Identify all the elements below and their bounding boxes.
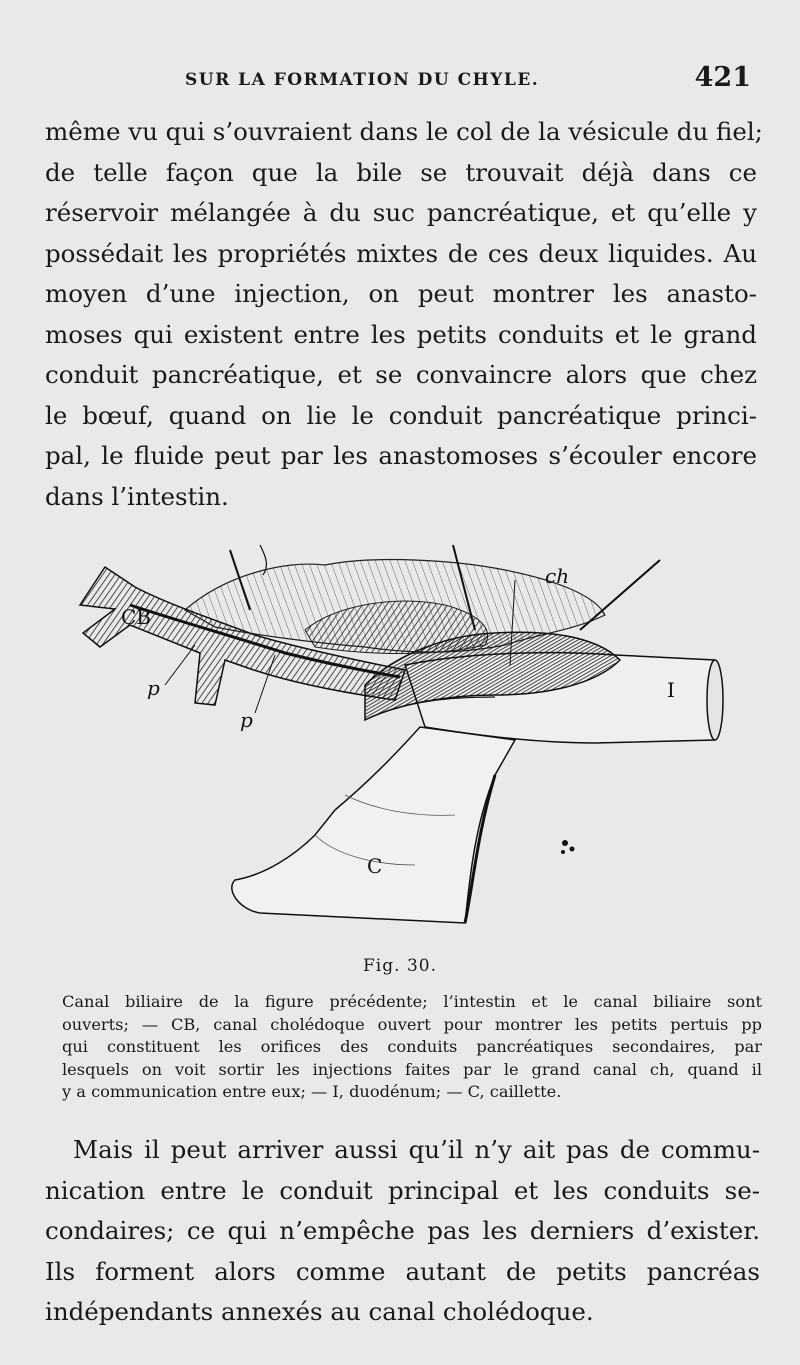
- text-line: le bœuf, quand on lie le conduit pancréatique princi-: [45, 400, 757, 430]
- text-line: Mais il peut arriver aussi qu’il n’y ait pas de commu-: [73, 1135, 760, 1164]
- caption-line: y a communication entre eux; — I, duodénum; — C, caillette.: [62, 1082, 562, 1101]
- running-title: SUR LA FORMATION DU CHYLE.: [185, 70, 540, 90]
- text-line: même vu qui s’ouvraient dans le col de la vésicule du fiel;: [45, 117, 763, 146]
- page-header: [45, 62, 755, 102]
- text-line: moyen d’une injection, on peut montrer les anasto-: [45, 279, 757, 308]
- label-p-2: p: [240, 708, 253, 732]
- label-p-1: p: [147, 676, 160, 700]
- label-ch: ch: [545, 564, 570, 588]
- page-number: 421: [694, 62, 751, 93]
- caption-line: lesquels on voit sortir les injections faites par le grand canal ch, quand il: [62, 1059, 762, 1079]
- label-c: C: [367, 854, 383, 878]
- text-line: dans l’intestin.: [45, 481, 229, 511]
- engraving-illustration: [75, 535, 735, 935]
- text-line: moses qui existent entre les petits conduits et le grand: [45, 319, 757, 349]
- text-line: nication entre le conduit principal et les conduits se-: [45, 1175, 760, 1205]
- caption-line: Canal biliaire de la figure précédente; l’intestin et le canal biliaire sont: [62, 992, 762, 1011]
- text-line: de telle façon que la bile se trouvait déjà dans ce: [45, 157, 757, 187]
- paragraph-1: [45, 112, 763, 517]
- text-line: conduit pancréatique, et se convaincre alors que chez: [45, 360, 757, 389]
- text-line: possédait les propriétés mixtes de ces deux liquides. Au: [45, 238, 757, 268]
- label-i: I: [667, 678, 675, 702]
- figure-number: Fig. 30.: [363, 956, 437, 976]
- text-line: condaires; ce qui n’empêche pas les derniers d’exister.: [45, 1216, 760, 1245]
- paragraph-2: [45, 1130, 760, 1333]
- text-line: indépendants annexés au canal cholédoque.: [45, 1297, 594, 1326]
- text-line: pal, le fluide peut par les anastomoses s’écouler encore: [45, 441, 757, 470]
- caption-line: ouverts; — CB, canal cholédoque ouvert pour montrer les petits pertuis pp: [62, 1014, 762, 1034]
- text-line: réservoir mélangée à du suc pancréatique, et qu’elle y: [45, 198, 757, 227]
- specimen-mark: [562, 840, 568, 846]
- text-line: Ils forment alors comme autant de petits pancréas: [45, 1256, 760, 1286]
- anatomical-engraving: [75, 535, 735, 935]
- label-cb: CB: [121, 605, 151, 629]
- figure-caption: [62, 991, 762, 1104]
- caption-line: qui constituent les orifices des conduits pancréatiques secondaires, par: [62, 1037, 762, 1056]
